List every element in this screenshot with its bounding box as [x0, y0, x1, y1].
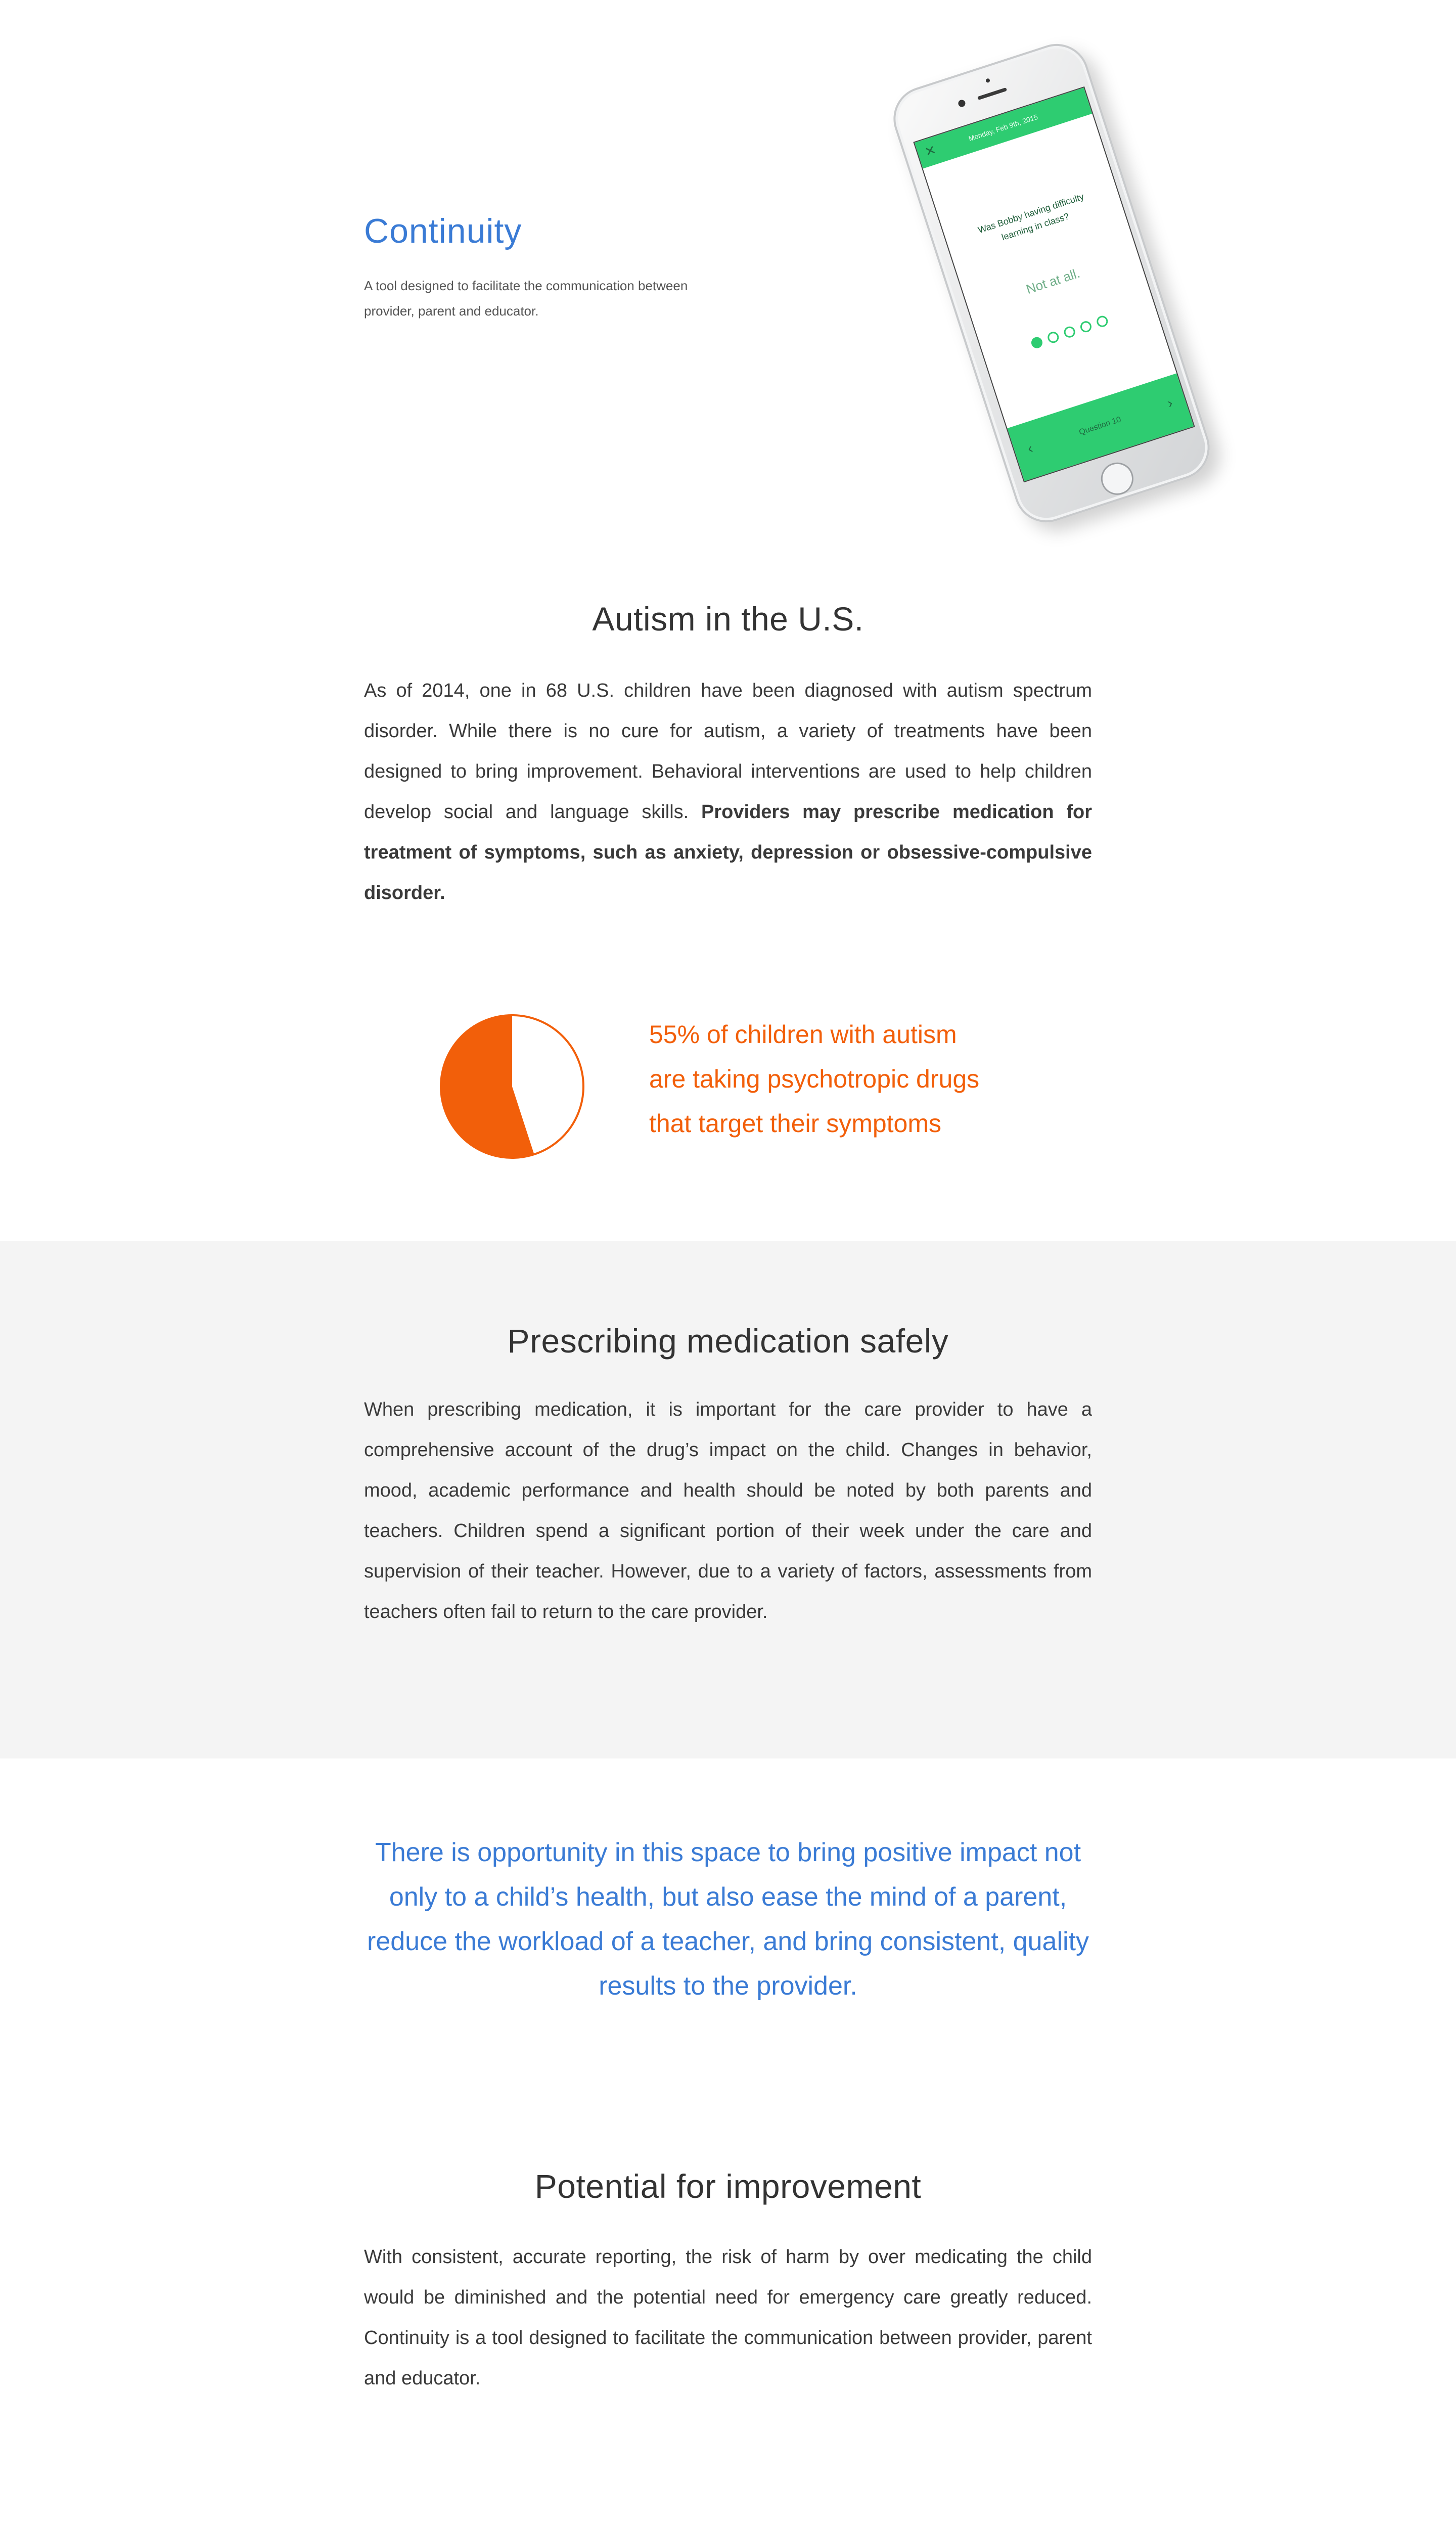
phone-body [885, 35, 1218, 531]
phone-screen [913, 86, 1195, 482]
improvement-paragraph: With consistent, accurate reporting, the risk of harm by over medicating the child would be diminished and the potential need for emergency care greatly reduced. Continuity is a tool designed to facilitate the communication between provider, parent and educator. [364, 2246, 1092, 2389]
opportunity-quote: There is opportunity in this space to bring positive impact not only to a child’s health, but also ease the mind of a parent, reduce the workload of a teacher, and bring consistent, quality results to the provider. [367, 1838, 1089, 2001]
hero-subtitle: A tool designed to facilitate the communication between provider, parent and educator. [364, 278, 688, 319]
prescribing-title: Prescribing medication safely [507, 1322, 949, 1360]
stat-line-2: are taking psychotropic drugs [649, 1065, 980, 1093]
home-button [1097, 458, 1138, 499]
rating-dot[interactable] [1079, 320, 1093, 334]
phone-camera [958, 99, 967, 108]
autism-title: Autism in the U.S. [592, 600, 864, 638]
rating-dot[interactable] [1063, 325, 1077, 339]
autism-body-bold: Providers may prescribe medication for treatment of symptoms, such as anxiety, depression or obsessive-compulsive disorder. [364, 801, 1093, 904]
stat-line-1: 55% of children with autism [649, 1020, 957, 1049]
pie-chart [439, 1013, 585, 1160]
app-date: Monday, Feb 9th, 2015 [967, 112, 1039, 143]
phone-sensor [985, 78, 990, 83]
phone-mockup [910, 35, 1173, 541]
chevron-right-icon[interactable]: › [1165, 394, 1175, 411]
app-footer [1007, 373, 1194, 481]
survey-question: Was Bobby having difficulty learning in class? [977, 191, 1085, 243]
hero-title: Continuity [364, 212, 522, 250]
rating-scale[interactable] [983, 299, 1157, 367]
chevron-left-icon[interactable]: ‹ [1025, 440, 1035, 457]
app-header [915, 87, 1092, 168]
question-number: Question 10 [1078, 415, 1122, 437]
close-icon[interactable]: ✕ [923, 142, 938, 160]
autism-body-plain: As of 2014, one in 68 U.S. children have been diagnosed with autism spectrum disorder. While there is no cure for autism, a variety of treatments have been designed to bring improvement. Behavioral interventions are used to help children develop social and language skills. [364, 680, 1092, 823]
rating-dot[interactable] [1095, 314, 1109, 329]
stat-line-3: that target their symptoms [649, 1109, 942, 1138]
rating-dot[interactable] [1046, 330, 1060, 344]
phone-speaker [977, 87, 1007, 100]
stat-text [649, 1012, 1054, 1146]
prescribing-paragraph: When prescribing medication, it is important for the care provider to have a comprehensive account of the drug’s impact on the child. Changes in behavior, mood, academic performance and health should be noted by both parents and teachers. Children spend a significant portion of their week under the care and supervision of their teacher. However, due to a variety of factors, assessments from teachers often fail to return to the care provider. [364, 1399, 1092, 1622]
rating-dot[interactable] [1030, 336, 1044, 350]
autism-paragraph [364, 670, 1092, 913]
improvement-title: Potential for improvement [534, 2168, 922, 2205]
survey-answer: Not at all. [1024, 265, 1082, 297]
